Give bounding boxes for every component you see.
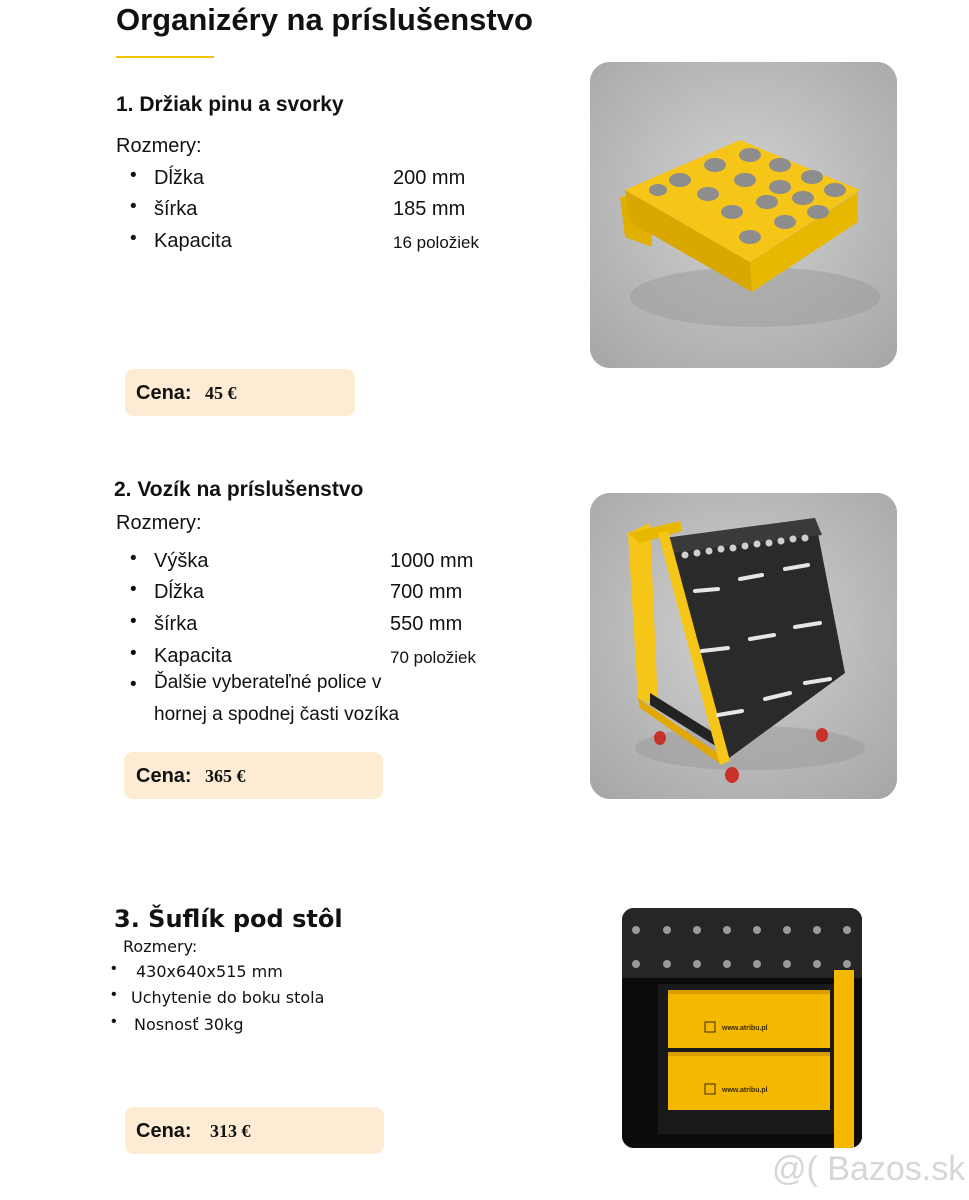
extra-note-line-1: Ďalšie vyberateľné police v xyxy=(154,672,382,693)
drawer-brand-bottom: www.atribu.pl xyxy=(722,1087,768,1094)
product-1-dims-label: Rozmery: xyxy=(116,135,202,157)
spec-value: 1000 mm xyxy=(390,550,474,572)
spec-value: 16 položiek xyxy=(393,233,480,252)
extra-note-line-2: hornej a spodnej časti vozíka xyxy=(154,704,400,725)
price-label: Cena: xyxy=(136,1120,192,1142)
spec-value: 185 mm xyxy=(393,198,466,220)
product-2-heading: 2. Vozík na príslušenstvo xyxy=(114,478,364,501)
spec-value: Uchytenie do boku stola xyxy=(131,988,325,1007)
spec-name: šírka xyxy=(154,198,198,220)
spec-value: Nosnosť 30kg xyxy=(134,1015,244,1034)
spec-name: Kapacita xyxy=(154,645,232,667)
spec-name: šírka xyxy=(154,613,198,635)
bullet-icon: • xyxy=(111,1013,117,1030)
price-box xyxy=(125,1107,384,1154)
bullet-icon: • xyxy=(130,228,137,249)
pin-holder-illustration xyxy=(590,62,897,368)
price-box xyxy=(125,369,355,416)
bullet-icon: • xyxy=(130,196,137,217)
spec-value: 430x640x515 mm xyxy=(136,962,283,981)
price-value: 313 € xyxy=(210,1121,251,1141)
spec-name: Dĺžka xyxy=(154,167,205,189)
price-value: 365 € xyxy=(205,766,246,786)
drawer-brand-top: www.atribu.pl xyxy=(722,1025,768,1032)
product-1-photo xyxy=(590,62,897,368)
spec-value: 70 položiek xyxy=(390,648,477,667)
product-1-heading: 1. Držiak pinu a svorky xyxy=(116,93,344,116)
bullet-icon: • xyxy=(130,579,137,600)
bullet-icon: • xyxy=(111,986,117,1003)
drawer-illustration xyxy=(622,908,862,1148)
bazos-watermark: @( Bazos.sk xyxy=(772,1150,966,1188)
spec-value: 550 mm xyxy=(390,613,463,635)
price-label: Cena: xyxy=(136,382,192,404)
product-2-photo xyxy=(590,493,897,799)
bullet-icon: • xyxy=(130,643,137,664)
spec-name: Výška xyxy=(154,550,209,572)
page-title: Organizéry na príslušenstvo xyxy=(116,2,533,37)
spec-value: 200 mm xyxy=(393,167,466,189)
spec-value: 700 mm xyxy=(390,581,463,603)
bullet-icon: • xyxy=(111,960,117,977)
title-underline xyxy=(116,56,214,58)
product-2-dims-label: Rozmery: xyxy=(116,512,202,534)
cart-illustration xyxy=(590,493,897,799)
bullet-icon: • xyxy=(130,674,137,695)
bullet-icon: • xyxy=(130,548,137,569)
bullet-icon: • xyxy=(130,165,137,186)
product-3-dims-label: Rozmery: xyxy=(123,937,198,956)
product-3-photo xyxy=(622,908,862,1148)
spec-name: Kapacita xyxy=(154,230,232,252)
price-box xyxy=(124,752,383,799)
product-3-heading: 3. Šuflík pod stôl xyxy=(114,905,343,933)
price-value: 45 € xyxy=(205,383,237,403)
spec-name: Dĺžka xyxy=(154,581,205,603)
bullet-icon: • xyxy=(130,611,137,632)
price-label: Cena: xyxy=(136,765,192,787)
